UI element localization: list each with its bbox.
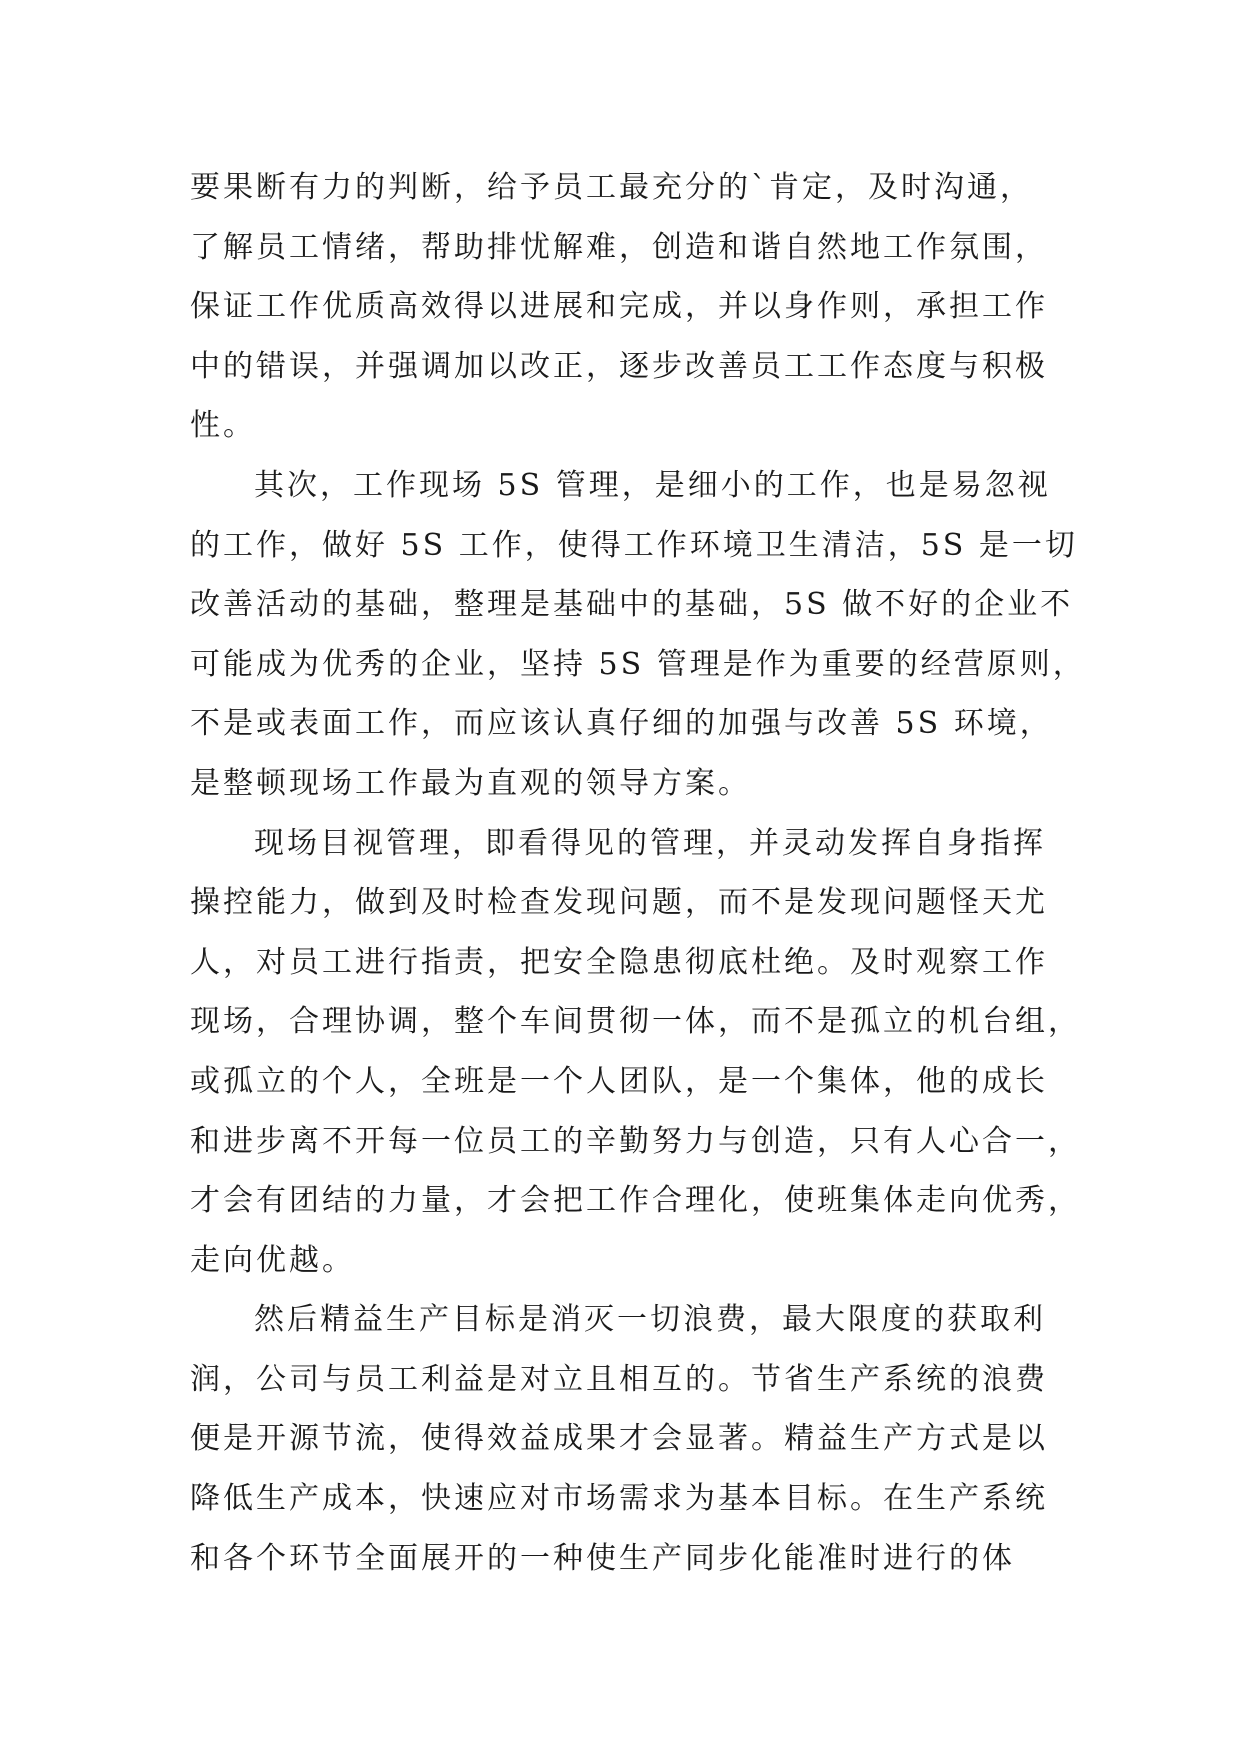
text-line: 降低生产成本，快速应对市场需求为基本目标。在生产系统	[190, 1481, 1048, 1517]
text-line: 或孤立的个人，全班是一个人团队，是一个集体，他的成长	[190, 1063, 1048, 1099]
text-line: 要果断有力的判断，给予员工最充分的`肯定，及时沟通，	[190, 170, 1033, 205]
text-line: 和进步离不开每一位员工的辛勤努力与创造，只有人心合一，	[190, 1123, 1081, 1159]
text-line: 人，对员工进行指责，把安全隐患彻底杜绝。及时观察工作	[190, 944, 1048, 980]
text-line: 是整顿现场工作最为直观的领导方案。	[190, 765, 751, 801]
paragraph-first-line: 其次，工作现场 5S 管理，是细小的工作，也是易忽视	[254, 467, 1051, 503]
text-line: 中的错误，并强调加以改正，逐步改善员工工作态度与积极	[190, 348, 1048, 384]
body-text	[190, 158, 1086, 1588]
text-line: 可能成为优秀的企业，坚持 5S 管理是作为重要的经营原则，	[190, 646, 1086, 682]
paragraph-first-line: 现场目视管理，即看得见的管理，并灵动发挥自身指挥	[254, 825, 1046, 861]
text-line: 不是或表面工作，而应该认真仔细的加强与改善 5S 环境，	[190, 706, 1053, 742]
paragraph-first-line: 然后精益生产目标是消灭一切浪费，最大限度的获取利	[254, 1302, 1046, 1338]
text-line: 走向优越。	[190, 1242, 355, 1278]
text-line: 才会有团结的力量，才会把工作合理化，使班集体走向优秀，	[190, 1183, 1081, 1219]
text-line: 润，公司与员工利益是对立且相互的。节省生产系统的浪费	[190, 1361, 1048, 1397]
text-line: 便是开源节流，使得效益成果才会显著。精益生产方式是以	[190, 1421, 1048, 1457]
text-line: 性。	[190, 408, 256, 444]
text-line: 保证工作优质高效得以进展和完成，并以身作则，承担工作	[190, 289, 1048, 325]
text-line: 和各个环节全面展开的一种使生产同步化能准时进行的体	[190, 1540, 1015, 1576]
text-line: 改善活动的基础，整理是基础中的基础，5S 做不好的企业不	[190, 587, 1074, 623]
text-line: 的工作，做好 5S 工作，使得工作环境卫生清洁，5S 是一切	[190, 527, 1078, 563]
text-line: 了解员工情绪，帮助排忧解难，创造和谐自然地工作氛围，	[190, 229, 1048, 265]
text-line: 现场，合理协调，整个车间贯彻一体，而不是孤立的机台组，	[190, 1004, 1081, 1040]
text-line: 操控能力，做到及时检查发现问题，而不是发现问题怪天尤	[190, 885, 1048, 921]
